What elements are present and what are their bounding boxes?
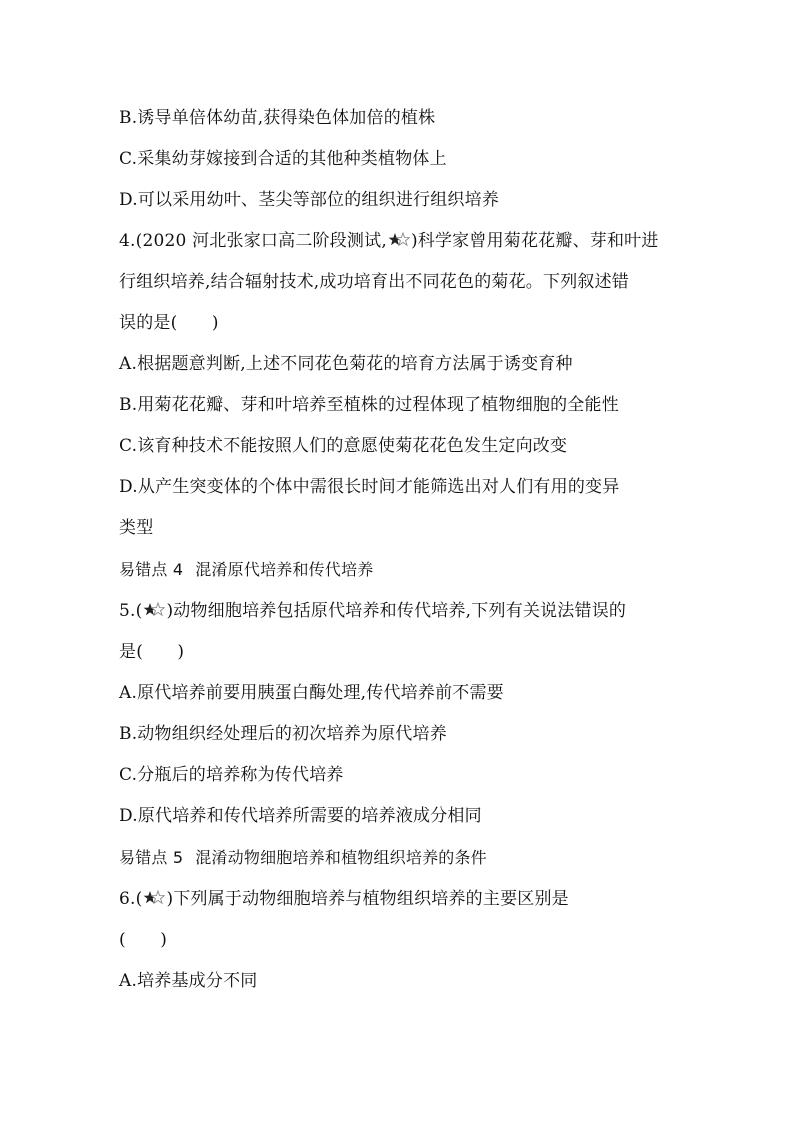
q5-option-d: D.原代培养和传代培养所需要的培养液成分相同 [119,806,482,826]
section-4-title: 混淆原代培养和传代培养 [195,560,374,579]
question-6-ending: ( ) [119,930,168,950]
option-b-line: B.诱导单倍体幼苗,获得染色体加倍的植株 [119,108,436,128]
difficulty-star-icon [143,602,165,618]
question-4-stem [119,230,659,252]
question-6-prefix: 6.( [119,889,143,909]
q4-option-c: C.该育种技术不能按照人们的意愿使菊花花色发生定向改变 [119,436,568,456]
q4-option-a: A.根据题意判断,上述不同花色菊花的培育方法属于诱变育种 [119,354,573,374]
question-4-text: )科学家曾用菊花花瓣、芽和叶进 [410,231,659,251]
option-d-line: D.可以采用幼叶、茎尖等部位的组织进行组织培养 [119,190,500,210]
question-4-ending: 误的是( ) [119,313,219,333]
q5-option-a: A.原代培养前要用胰蛋白酶处理,传代培养前不需要 [119,683,504,703]
question-4-continued: 行组织培养,结合辐射技术,成功培育出不同花色的菊花。下列叙述错 [119,272,630,292]
section-5-number: 易错点 5 [119,848,184,867]
question-6-stem [119,888,569,910]
question-4-prefix: 4.(2020 河北张家口高二阶段测试, [119,231,387,251]
q5-option-b: B.动物组织经处理后的初次培养为原代培养 [119,724,447,744]
question-5-prefix: 5.( [119,601,143,621]
section-heading-4 [119,559,373,581]
section-4-number: 易错点 4 [119,560,184,579]
section-heading-5 [119,847,487,869]
q5-option-c: C.分瓶后的培养称为传代培养 [119,765,344,785]
section-5-title: 混淆动物细胞培养和植物组织培养的条件 [195,848,487,867]
q4-option-d-continued: 类型 [119,518,154,538]
question-5-text: )动物细胞培养包括原代培养和传代培养,下列有关说法错误的 [166,601,627,621]
question-5-stem [119,600,626,622]
option-c-line: C.采集幼芽嫁接到合适的其他种类植物体上 [119,149,447,169]
q6-option-a: A.培养基成分不同 [119,971,258,991]
q4-option-d: D.从产生突变体的个体中需很长时间才能筛选出对人们有用的变异 [119,477,620,497]
q4-option-b: B.用菊花花瓣、芽和叶培养至植株的过程体现了植物细胞的全能性 [119,395,619,415]
question-6-text: )下列属于动物细胞培养与植物组织培养的主要区别是 [166,889,569,909]
difficulty-star-icon [388,232,410,248]
difficulty-star-icon [143,890,165,906]
question-5-ending: 是( ) [119,642,185,662]
